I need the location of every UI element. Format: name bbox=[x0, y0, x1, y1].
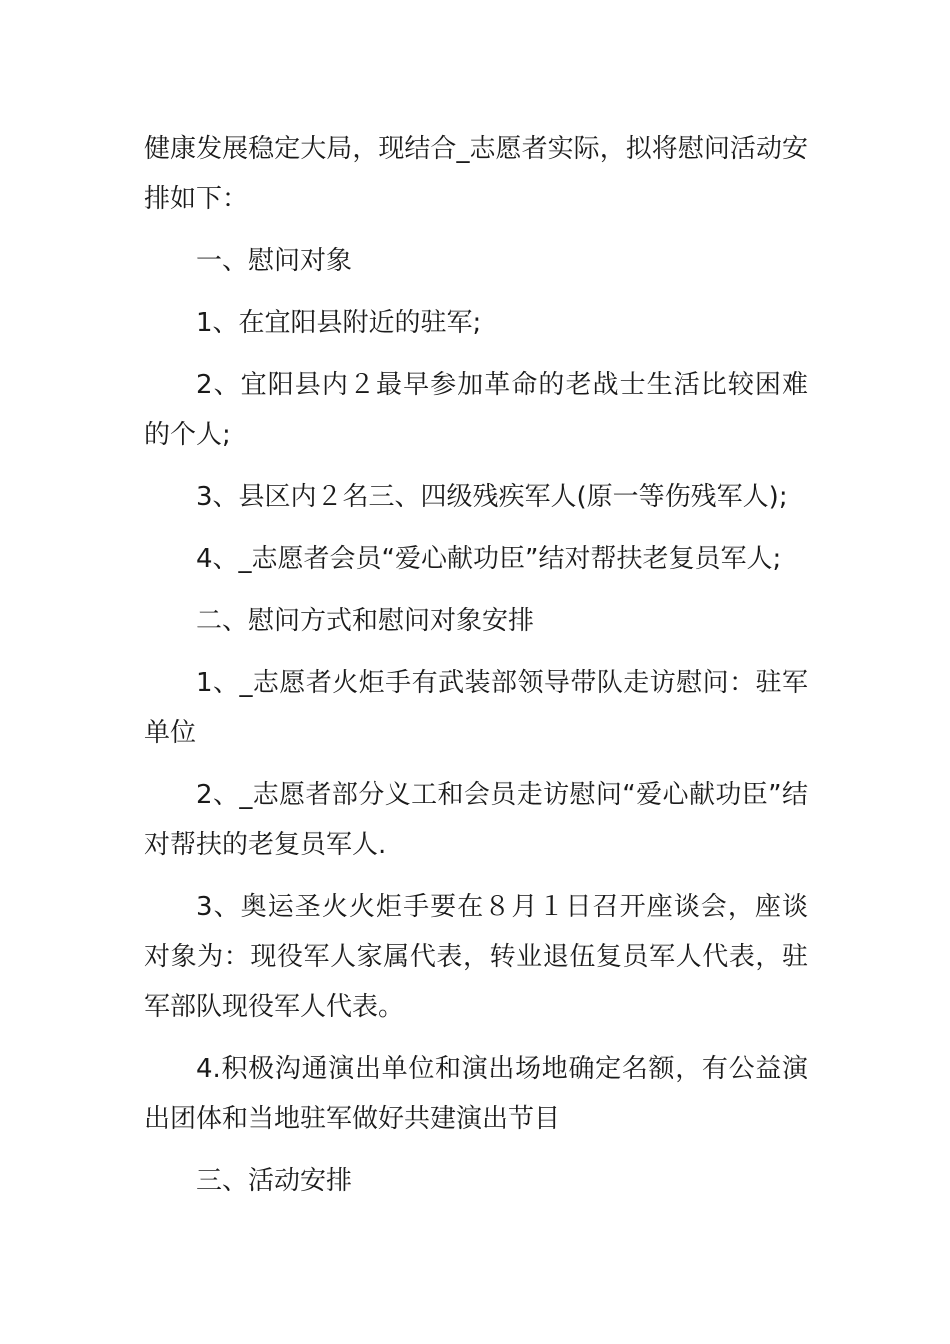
list-item: 3、县区内２名三、四级残疾军人(原一等伤残军人); bbox=[196, 482, 788, 512]
list-item: 4.积极沟通演出单位和演出场地确定名额，有公益演出团体和当地驻军做好共建演出节目 bbox=[144, 1054, 808, 1134]
list-item: 1、在宜阳县附近的驻军; bbox=[196, 308, 482, 338]
document-body bbox=[144, 124, 808, 1218]
section-heading-2: 二、慰问方式和慰问对象安排 bbox=[196, 606, 535, 636]
list-item: 1、_志愿者火炬手有武装部领导带队走访慰问：驻军单位 bbox=[144, 668, 808, 748]
paragraph-intro: 健康发展稳定大局，现结合_志愿者实际，拟将慰问活动安排如下： bbox=[144, 134, 808, 214]
list-item: 2、_志愿者部分义工和会员走访慰问“爱心献功臣”结对帮扶的老复员军人. bbox=[144, 780, 808, 860]
list-item: 2、宜阳县内２最早参加革命的老战士生活比较困难的个人; bbox=[144, 370, 808, 450]
section-heading-3: 三、活动安排 bbox=[196, 1166, 353, 1196]
list-item: 4、_志愿者会员“爱心献功臣”结对帮扶老复员军人; bbox=[196, 544, 782, 574]
list-item: 3、奥运圣火火炬手要在８月１日召开座谈会，座谈对象为：现役军人家属代表，转业退伍复员军人代表，驻军部队现役军人代表。 bbox=[144, 892, 808, 1022]
section-heading-1: 一、慰问对象 bbox=[196, 246, 353, 276]
